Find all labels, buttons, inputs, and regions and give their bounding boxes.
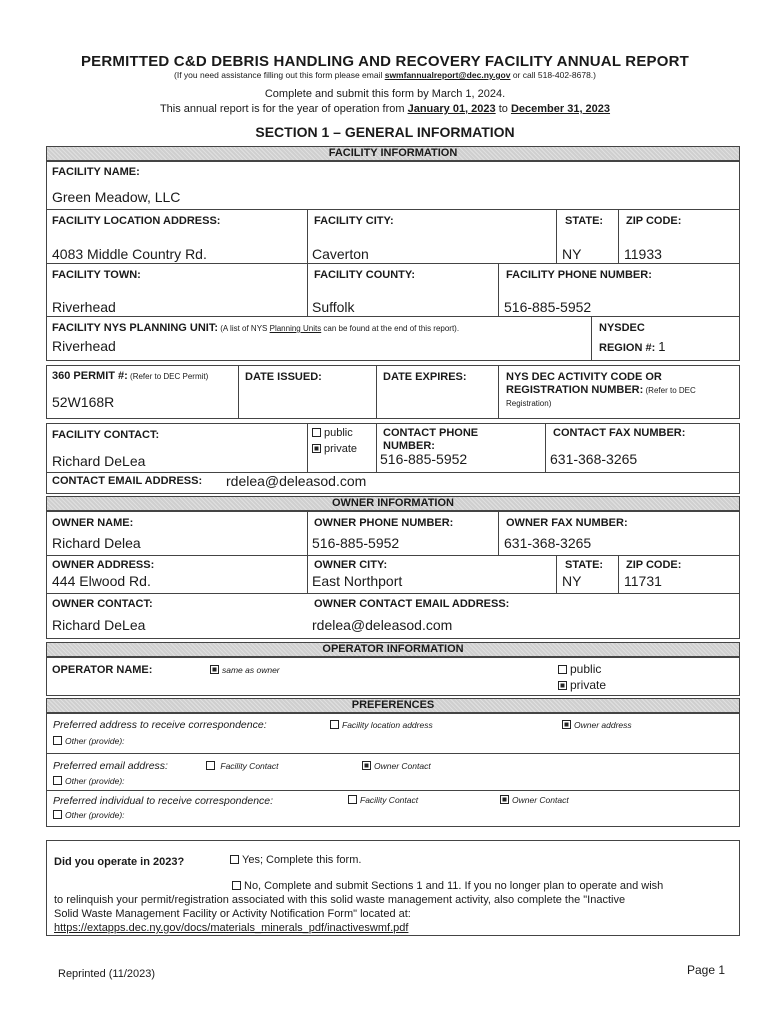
contact-phone-value[interactable]: 516-885-5952 [380,451,468,467]
pref-address-other-checkbox[interactable] [53,736,62,745]
operator-public-label: public [570,662,602,676]
pref-email-owner-label: Owner Contact [374,761,431,771]
contact-fax-value[interactable]: 631-368-3265 [550,451,638,467]
facility-contact-label: FACILITY CONTACT: [52,429,160,441]
pref-email-other-label: Other (provide): [65,776,125,786]
assistance-note [0,70,770,80]
facility-zip-value[interactable]: 11933 [624,246,662,262]
pref-individual-other-checkbox[interactable] [53,810,62,819]
contact-fax-label: CONTACT FAX NUMBER: [553,427,686,439]
owner-name-label: OWNER NAME: [52,517,134,529]
pref-individual-owner-checkbox[interactable] [500,795,509,804]
owner-city-label: OWNER CITY: [314,559,388,571]
same-as-owner-label: same as owner [222,665,280,675]
pref-email-facility-option[interactable] [206,761,278,771]
owner-zip-value[interactable]: 11731 [624,573,662,589]
pref-individual-facility-label: Facility Contact [360,795,419,805]
inactive-form-link[interactable]: https://extapps.dec.ny.gov/docs/materials_minerals_pdf/inactiveswmf.pdf [54,922,409,934]
contact-private-option[interactable] [312,443,357,455]
planning-unit-label-text: FACILITY NYS PLANNING UNIT: [52,322,219,334]
owner-email-value[interactable]: rdelea@deleasod.com [312,617,453,633]
owner-contact-label: OWNER CONTACT: [52,598,153,610]
facility-info-bar: FACILITY INFORMATION [46,146,740,161]
region-label-line1: NYSDEC [599,322,645,334]
pref-email-owner-checkbox[interactable] [362,761,371,770]
activity-code-label-text: NYS DEC ACTIVITY CODE OR REGISTRATION NUMBER: [506,371,662,396]
owner-zip-label: ZIP CODE: [626,559,682,571]
pref-email-facility-checkbox[interactable] [206,761,215,770]
owner-email-label: OWNER CONTACT EMAIL ADDRESS: [314,598,510,610]
assist-email-link[interactable]: swmfannualreport@dec.ny.gov [384,70,511,80]
region-label-line2: REGION #: [599,342,656,354]
pref-individual-other-option[interactable] [53,810,125,820]
pref-email-owner-option[interactable] [362,761,431,771]
submission-deadline: Complete and submit this form by March 1, 2024. [264,88,506,100]
date-issued-label: DATE ISSUED: [245,371,322,383]
year-prefix: This annual report is for the year of operation from [159,103,408,115]
pref-address-owner-label: Owner address [574,720,632,730]
permit-label [52,371,232,382]
preferences-bar: PREFERENCES [46,698,740,713]
page-number: Page 1 [687,963,726,977]
planning-unit-label [52,322,459,334]
activity-code-label [506,371,738,410]
owner-city-value[interactable]: East Northport [312,573,403,589]
operator-private-checkbox[interactable] [558,681,567,690]
operator-info-table [46,657,740,696]
report-title: PERMITTED C&D DEBRIS HANDLING AND RECOVERY FACILITY ANNUAL REPORT [80,53,690,70]
operate-no-line2: to relinquish your permit/registration associated with this solid waste management activity, also complete the "Inactive [54,894,626,906]
owner-info-bar: OWNER INFORMATION [46,496,740,511]
private-label: private [324,443,358,455]
facility-contact-value[interactable]: Richard DeLea [52,453,146,469]
facility-name-value[interactable]: Green Meadow, LLC [52,189,181,205]
public-label: public [324,427,353,439]
year-to: to [495,103,511,115]
pref-individual-facility-checkbox[interactable] [348,795,357,804]
facility-zip-label: ZIP CODE: [626,215,682,227]
facility-town-label: FACILITY TOWN: [52,269,141,281]
facility-city-value[interactable]: Caverton [312,246,369,262]
permit-value[interactable]: 52W168R [52,394,115,410]
pref-address-facility-option[interactable] [330,720,433,730]
pref-address-other-option[interactable] [53,736,125,746]
pref-email-other-checkbox[interactable] [53,776,62,785]
operate-no-line1: No, Complete and submit Sections 1 and 11. If you no longer plan to operate and wish [244,880,664,892]
pref-address-facility-label: Facility location address [342,720,433,730]
assist-suffix: or call 518-402-8678.) [510,70,596,80]
permit-label-text: 360 PERMIT #: [52,370,128,382]
owner-fax-value[interactable]: 631-368-3265 [504,535,592,551]
owner-phone-value[interactable]: 516-885-5952 [312,535,400,551]
operate-yes-label: Yes; Complete this form. [242,854,362,866]
pref-address-owner-checkbox[interactable] [562,720,571,729]
facility-county-value[interactable]: Suffolk [312,299,355,315]
owner-fax-label: OWNER FAX NUMBER: [506,517,628,529]
pref-email-facility-label: Facility Contact [220,761,279,771]
section-title: SECTION 1 – GENERAL INFORMATION [255,124,515,140]
region-label [599,339,666,354]
region-value[interactable]: 1 [658,339,666,354]
planning-note-prefix: (A list of NYS [218,324,270,333]
contact-phone-label-line1: CONTACT PHONE [383,427,479,439]
private-checkbox[interactable] [312,444,321,453]
facility-county-label: FACILITY COUNTY: [314,269,416,281]
pref-address-facility-checkbox[interactable] [330,720,339,729]
pref-email-other-option[interactable] [53,776,125,786]
contact-phone-label-line2: NUMBER: [383,440,435,452]
pref-individual-owner-label: Owner Contact [512,795,569,805]
activity-code-note: (Refer to DEC Registration) [506,386,696,408]
year-start: January 01, 2023 [407,103,496,115]
pref-individual-facility-option[interactable] [348,795,418,805]
operator-info-bar: OPERATOR INFORMATION [46,642,740,657]
operator-private-label: private [570,678,607,692]
facility-address-value[interactable]: 4083 Middle Country Rd. [52,246,207,262]
owner-address-label: OWNER ADDRESS: [52,559,155,571]
reporting-period [0,103,770,115]
pref-address-other-label: Other (provide): [65,736,125,746]
operator-public-checkbox[interactable] [558,665,567,674]
operate-yes-option[interactable] [230,854,361,866]
operator-public-option[interactable] [558,662,601,676]
facility-phone-label: FACILITY PHONE NUMBER: [506,269,652,281]
planning-note-suffix: can be found at the end of this report). [321,324,460,333]
owner-phone-label: OWNER PHONE NUMBER: [314,517,454,529]
contact-public-option[interactable] [312,427,353,439]
operate-question: Did you operate in 2023? [54,856,185,868]
date-expires-label: DATE EXPIRES: [383,371,467,383]
contact-email-label: CONTACT EMAIL ADDRESS: [52,475,203,487]
operator-name-label: OPERATOR NAME: [52,664,153,676]
operate-no-checkbox[interactable] [232,881,241,890]
owner-state-label: STATE: [565,559,604,571]
permit-note: (Refer to DEC Permit) [127,372,209,381]
operator-private-option[interactable] [558,678,606,692]
facility-town-value[interactable]: Riverhead [52,299,116,315]
reprinted-date: Reprinted (11/2023) [58,968,156,980]
pref-individual-question: Preferred individual to receive correspondence: [53,795,274,807]
facility-state-value[interactable]: NY [562,246,582,262]
pref-individual-other-label: Other (provide): [65,810,125,820]
owner-name-value[interactable]: Richard Delea [52,535,141,551]
facility-name-label: FACILITY NAME: [52,166,140,178]
contact-email-value[interactable]: rdelea@deleasod.com [226,473,367,489]
pref-email-question: Preferred email address: [53,760,168,772]
pref-address-question: Preferred address to receive correspondence: [53,719,267,731]
planning-unit-value[interactable]: Riverhead [52,338,116,354]
operate-yes-checkbox[interactable] [230,855,239,864]
year-end: December 31, 2023 [510,103,611,115]
facility-phone-value[interactable]: 516-885-5952 [504,299,592,315]
facility-city-label: FACILITY CITY: [314,215,394,227]
same-as-owner-option[interactable] [210,665,280,675]
facility-state-label: STATE: [565,215,604,227]
pref-address-owner-option[interactable] [562,720,632,730]
owner-address-value[interactable]: 444 Elwood Rd. [52,573,151,589]
owner-contact-value[interactable]: Richard DeLea [52,617,146,633]
operate-no-option[interactable] [232,880,663,892]
owner-state-value[interactable]: NY [562,573,582,589]
pref-individual-owner-option[interactable] [500,795,569,805]
planning-units-link[interactable]: Planning Units [269,324,322,333]
assist-prefix: (If you need assistance filling out this form please email [174,70,385,80]
facility-address-label: FACILITY LOCATION ADDRESS: [52,215,221,227]
public-checkbox[interactable] [312,428,321,437]
same-as-owner-checkbox[interactable] [210,665,219,674]
operate-no-line3: Solid Waste Management Facility or Activity Notification Form" located at: [54,908,411,920]
